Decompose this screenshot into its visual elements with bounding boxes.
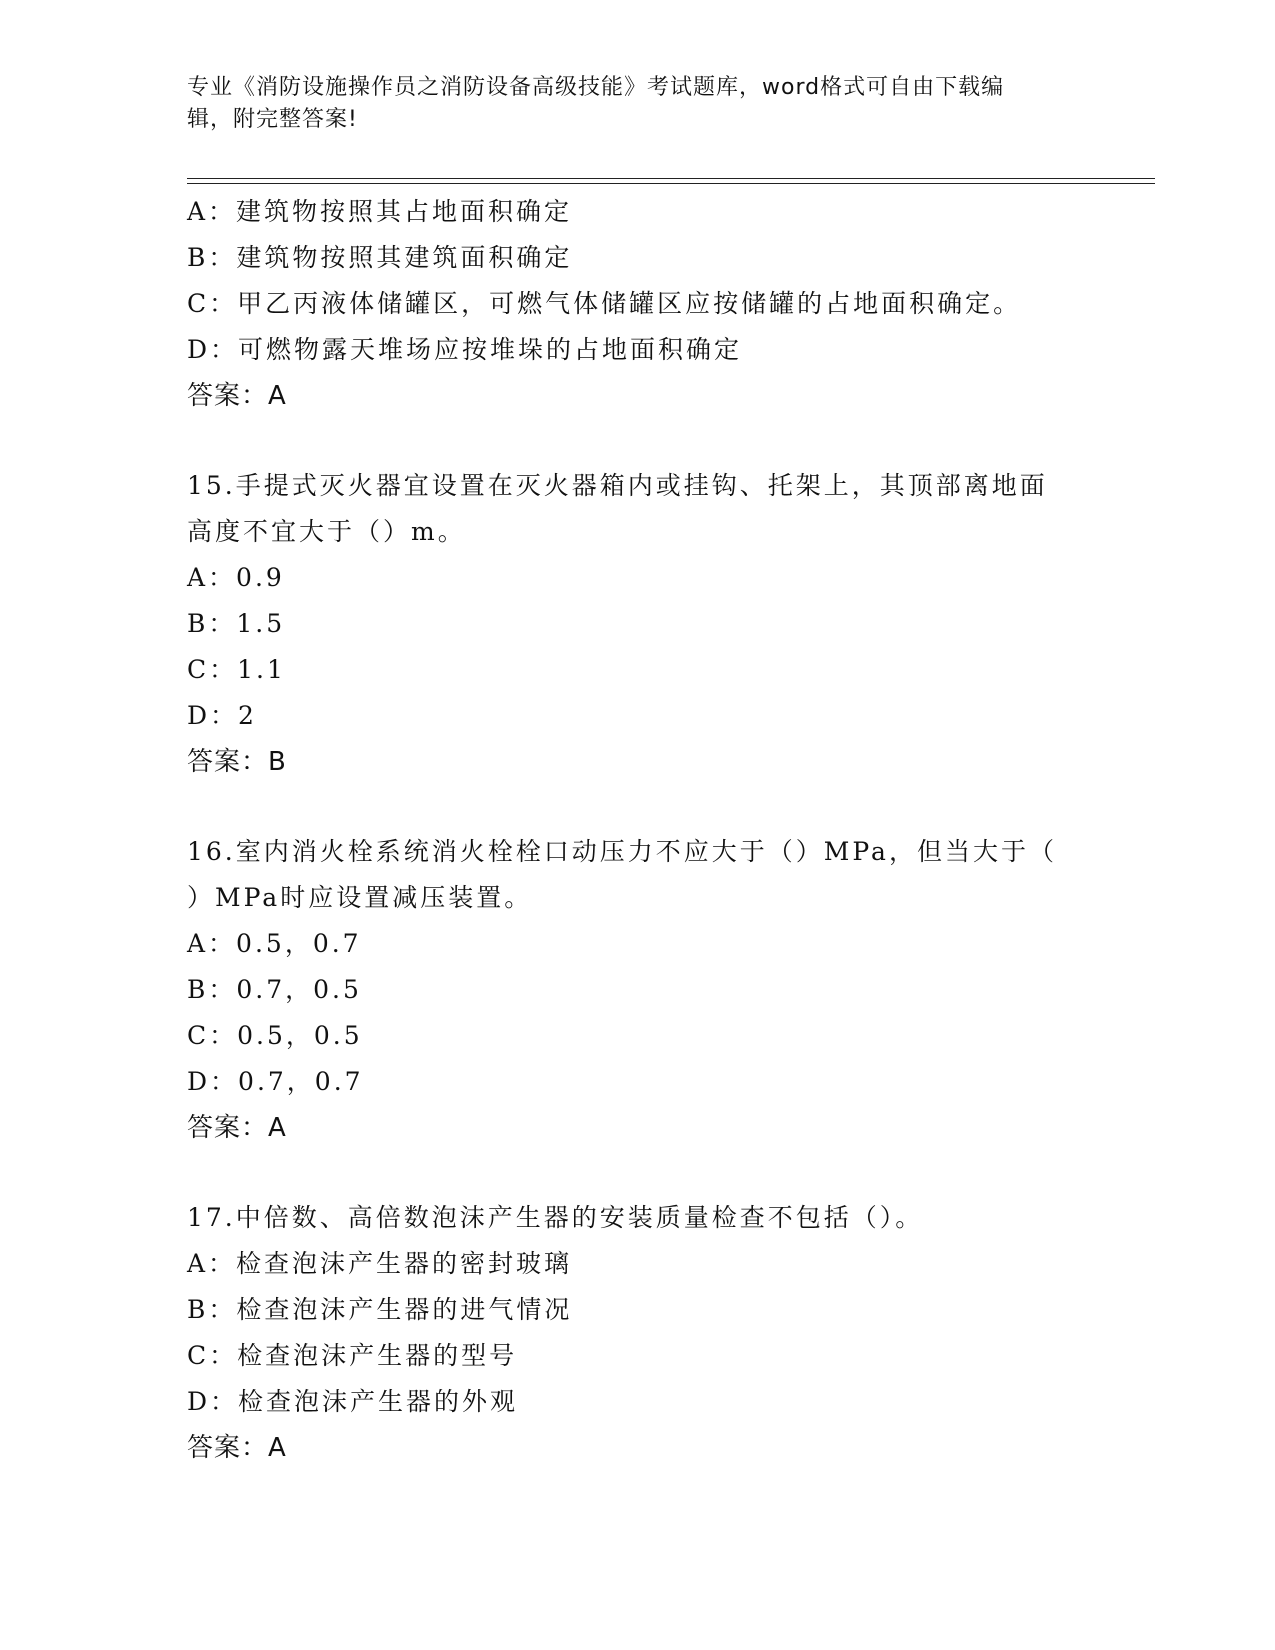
option-a: A：0.5，0.7: [187, 929, 362, 958]
question-text-line-1: 16.室内消火栓系统消火栓栓口动压力不应大于（）MPa，但当大于（: [187, 837, 1057, 866]
header-line-2: 辑，附完整答案!: [187, 107, 358, 132]
option-b: B：检查泡沫产生器的进气情况: [187, 1295, 573, 1324]
option-c: C：甲乙丙液体储罐区，可燃气体储罐区应按储罐的占地面积确定。: [187, 289, 1022, 318]
question-text-line-1: 15.手提式灭火器宜设置在灭火器箱内或挂钩、托架上，其顶部离地面: [187, 471, 1048, 500]
option-b: B：建筑物按照其建筑面积确定: [187, 243, 573, 272]
header-divider-top: [187, 178, 1155, 179]
option-b: B：1.5: [187, 609, 286, 638]
answer: 答案：B: [187, 747, 287, 777]
option-b: B：0.7，0.5: [187, 975, 362, 1004]
question-14: [187, 189, 1087, 419]
document-header: [187, 72, 1087, 136]
header-divider-bottom: [187, 183, 1155, 184]
answer: 答案：A: [187, 1113, 287, 1143]
option-d: D：可燃物露天堆场应按堆垛的占地面积确定: [187, 335, 743, 364]
option-c: C：检查泡沫产生器的型号: [187, 1341, 518, 1370]
header-line-1: 专业《消防设施操作员之消防设备高级技能》考试题库，word格式可自由下载编: [187, 75, 1005, 100]
option-d: D：2: [187, 701, 257, 730]
question-list: [187, 189, 1087, 1471]
option-c: C：1.1: [187, 655, 286, 684]
question-text-line-2: 高度不宜大于（）m。: [187, 517, 466, 546]
answer: 答案：A: [187, 1433, 287, 1463]
option-c: C：0.5，0.5: [187, 1021, 363, 1050]
option-a: A：0.9: [187, 563, 285, 592]
option-d: D：0.7，0.7: [187, 1067, 364, 1096]
answer: 答案：A: [187, 381, 287, 411]
option-a: A：建筑物按照其占地面积确定: [187, 197, 573, 226]
question-16: [187, 829, 1087, 1151]
question-text-line-1: 17.中倍数、高倍数泡沫产生器的安装质量检查不包括（）。: [187, 1203, 924, 1232]
question-text-line-2: ）MPa时应设置减压装置。: [187, 883, 533, 912]
question-15: [187, 463, 1087, 785]
option-d: D：检查泡沫产生器的外观: [187, 1387, 519, 1416]
option-a: A：检查泡沫产生器的密封玻璃: [187, 1249, 573, 1278]
question-17: [187, 1195, 1087, 1471]
